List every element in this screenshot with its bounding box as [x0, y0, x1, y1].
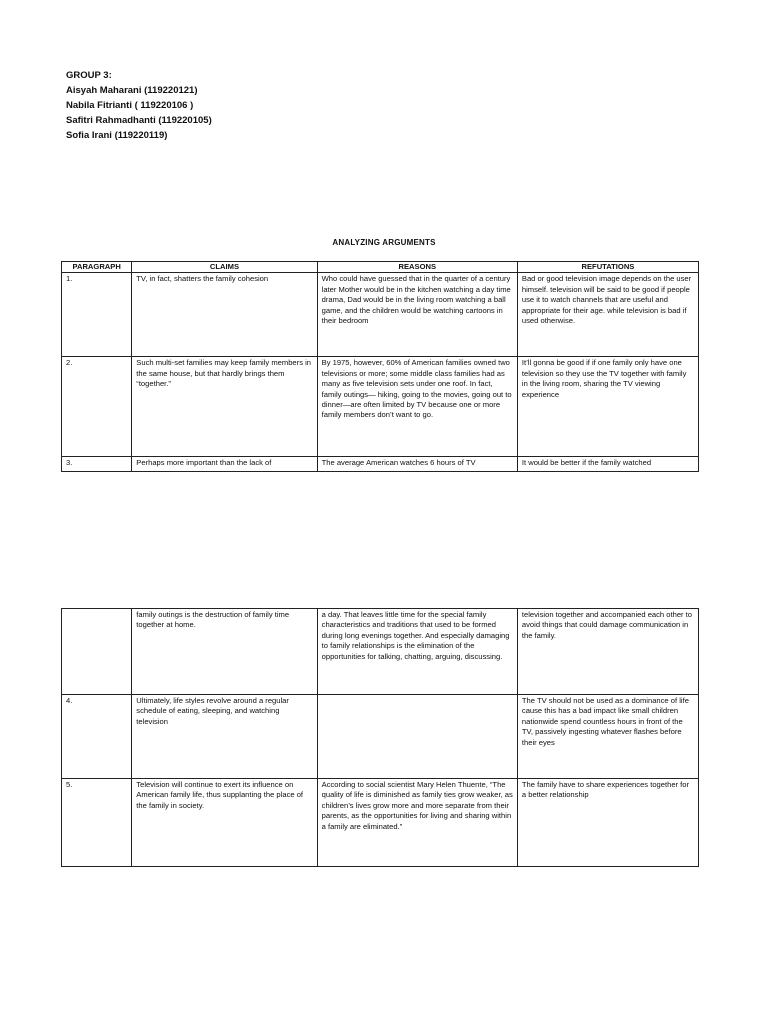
header-paragraph: PARAGRAPH — [62, 262, 132, 273]
header-reasons: REASONS — [317, 262, 517, 273]
paragraph-cell: 2. — [62, 357, 132, 457]
header-claims: CLAIMS — [132, 262, 317, 273]
reason-cell: a day. That leaves little time for the special family characteristics and traditions that used to be formed during long evenings together. And especially damaging to family relationships is the elimination of the opportunities for talking, chatting, arguing, discussing. — [317, 609, 517, 695]
refutation-cell: television together and accompanied each other to avoid things that could damage communication in the family. — [517, 609, 698, 695]
arguments-table-bottom — [61, 608, 699, 867]
group-member: Safitri Rahmadhanti (119220105) — [66, 115, 212, 126]
table-row — [62, 779, 699, 867]
refutation-cell: It would be better if the family watched — [517, 457, 698, 471]
table-header-row — [62, 262, 699, 273]
reason-cell: The average American watches 6 hours of TV — [317, 457, 517, 471]
refutation-cell: The family have to share experiences together for a better relationship — [517, 779, 698, 867]
refutation-cell: The TV should not be used as a dominance of life cause this has a bad impact like small children nationwide spend countless hours in front of the TV, passively ingesting whatever flashes before their eyes — [517, 695, 698, 779]
claim-cell: Ultimately, life styles revolve around a regular schedule of eating, sleeping, and watching television — [132, 695, 317, 779]
table-row — [62, 609, 699, 695]
refutation-cell: Bad or good television image depends on the user himself. television will be said to be good if people use it to watch channels that are useful and appropriate for their age. while television is bad if used otherwise. — [517, 273, 698, 357]
group-member: Nabila Fitrianti ( 119220106 ) — [66, 100, 194, 111]
claim-cell: Such multi-set families may keep family members in the same house, but that hardly brings them “together.” — [132, 357, 317, 457]
table-row — [62, 457, 699, 471]
reason-cell: Who could have guessed that in the quarter of a century later Mother would be in the kitchen watching a day time drama, Dad would be in the living room watching a ball game, and the children would be watching cartoons in their bedroom — [317, 273, 517, 357]
reason-cell: By 1975, however, 60% of American families owned two televisions or more; some middle class families had as many as five television sets under one roof. In fact, family outings— hiking, going to the movies, going out to dinner—are often limited by TV because one or more family members don’t want to go. — [317, 357, 517, 457]
paragraph-cell: 3. — [62, 457, 132, 471]
paragraph-cell: 5. — [62, 779, 132, 867]
group-info — [66, 68, 212, 143]
document-title: ANALYZING ARGUMENTS — [332, 238, 436, 247]
reason-cell — [317, 695, 517, 779]
claim-cell: TV, in fact, shatters the family cohesion — [132, 273, 317, 357]
paragraph-cell — [62, 609, 132, 695]
arguments-table-top — [61, 261, 699, 472]
paragraph-cell: 4. — [62, 695, 132, 779]
claim-cell: Television will continue to exert its influence on American family life, thus supplanting the place of the family in society. — [132, 779, 317, 867]
group-member: Aisyah Maharani (119220121) — [66, 85, 198, 96]
table-row — [62, 357, 699, 457]
reason-cell: According to social scientist Mary Helen Thuente, “The quality of life is diminished as family ties grow weaker, as children’s lives grow more and more separate from their parents, as the opportunities for living and sharing within a family are eliminated.” — [317, 779, 517, 867]
table-row — [62, 273, 699, 357]
group-title: GROUP 3: — [66, 70, 112, 81]
header-refutations: REFUTATIONS — [517, 262, 698, 273]
table-row — [62, 695, 699, 779]
claim-cell: Perhaps more important than the lack of — [132, 457, 317, 471]
claim-cell: family outings is the destruction of family time together at home. — [132, 609, 317, 695]
paragraph-cell: 1. — [62, 273, 132, 357]
refutation-cell: It’ll gonna be good if if one family only have one television so they use the TV together with family in the living room, sharing the TV viewing experience — [517, 357, 698, 457]
group-member: Sofia Irani (119220119) — [66, 130, 168, 141]
